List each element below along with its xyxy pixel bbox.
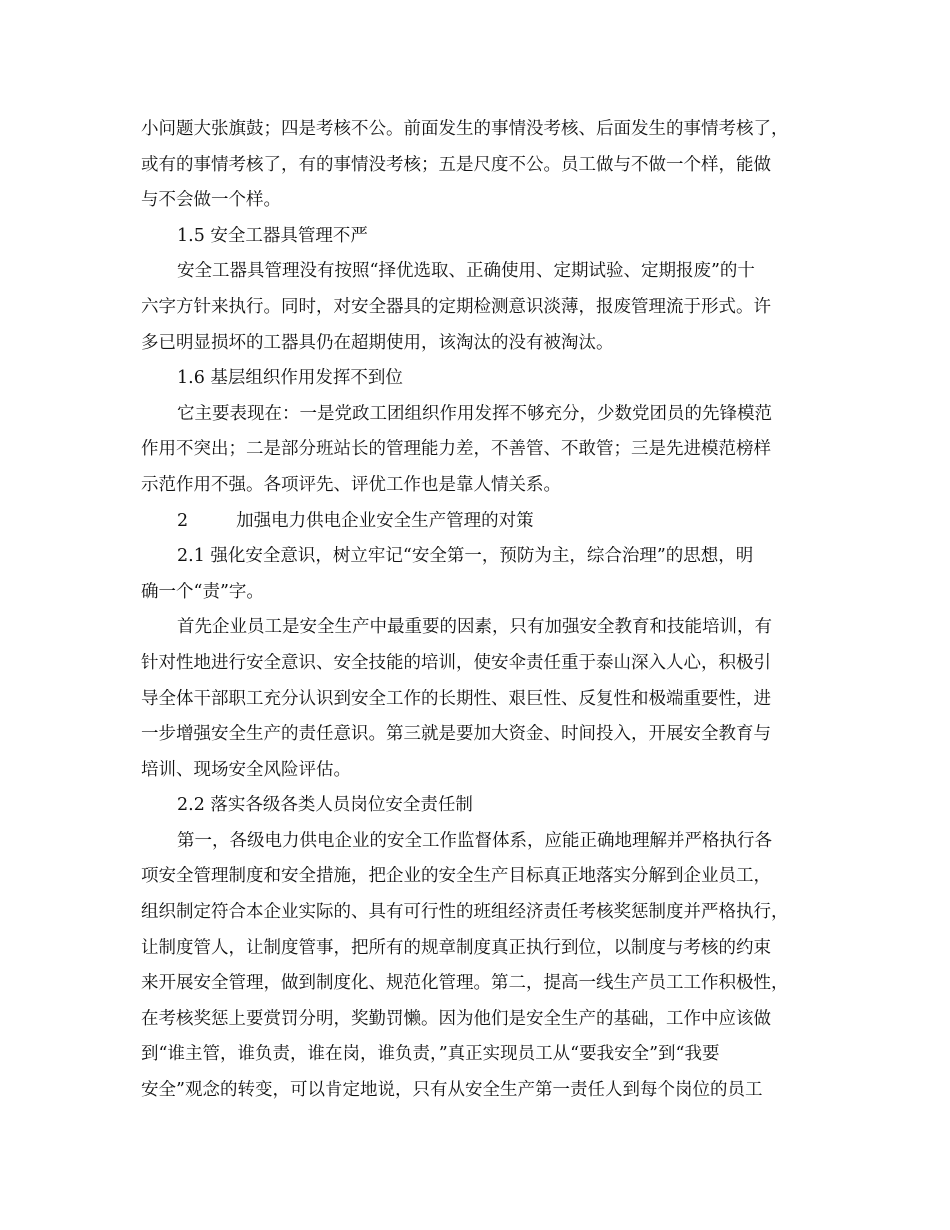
text-line [141,326,809,362]
text-line [141,895,809,931]
text-line [141,717,809,753]
text-line-content: 组织制定符合本企业实际的、具有可行性的班组经济责任考核奖惩制度并严格执行， [141,902,789,923]
section-heading-title: 加强电力供电企业安全生产管理的对策 [236,510,534,531]
text-line-content: 作用不突出；二是部分班站长的管理能力差，不善管、不敢管；三是先进模范榜样 [141,439,771,460]
text-line [141,504,809,540]
text-line [141,610,809,646]
text-line [141,646,809,682]
text-line [141,148,809,184]
text-line-content: 小问题大张旗鼓；四是考核不公。前面发生的事情没考核、后面发生的事情考核了， [141,119,789,139]
text-line [141,432,809,468]
document-body [141,112,809,1109]
text-line-content: 导全体干部职工充分认识到安全工作的长期性、艰巨性、反复性和极端重要性，进 [141,688,771,709]
text-line-content: 针对性地进行安全意识、安全技能的培训，使安伞责任重于泰山深入人心，积极引 [141,652,771,673]
text-line [141,753,809,789]
text-line-content: 2.2 落实各级各类人员岗位安全责任制 [177,795,473,816]
text-line-content: 六字方针来执行。同时，对安全器具的定期检测意识淡薄，报废管理流于形式。许 [141,296,771,317]
text-line [141,290,809,326]
text-line [141,1073,809,1109]
text-line-content: 安全”观念的转变，可以肯定地说，只有从安全生产第一责任人到每个岗位的员工 [141,1080,763,1101]
text-line-content: 安全工器具管理没有按照“择优选取、正确使用、定期试验、定期报废”的十 [177,261,755,282]
text-line-content: 首先企业员工是安全生产中最重要的因素，只有加强安全教育和技能培训，有 [177,617,772,638]
text-line [141,539,809,575]
text-line [141,112,809,148]
text-line-content: 让制度管人，让制度管事，把所有的规章制度真正执行到位，以制度与考核的约束 [141,937,771,958]
text-line [141,788,809,824]
text-line-content: 第一，各级电力供电企业的安全工作监督体系，应能正确地理解并严格执行各 [177,830,772,851]
text-line-content: 2 [177,510,189,531]
text-line [141,575,809,611]
text-line-content: 1.6 基层组织作用发挥不到位 [177,368,403,389]
text-line-content: 一步增强安全生产的责任意识。第三就是要加大资金、时间投入，开展安全教育与 [141,724,771,745]
text-line [141,254,809,290]
text-line [141,1002,809,1038]
text-line-content: 1.5 安全工器具管理不严 [177,225,368,246]
text-line [141,1037,809,1073]
text-line [141,468,809,504]
text-line-content: 多已明显损坏的工器具仍在超期使用，该淘汰的没有被淘汰。 [141,332,614,353]
text-line [141,824,809,860]
text-line-content: 确一个“责”字。 [141,581,264,602]
text-line-content: 或有的事情考核了，有的事情没考核；五是尺度不公。员工做与不做一个样，能做 [141,154,771,175]
text-line [141,361,809,397]
text-line-content: 到“谁主管，谁负责，谁在岗，谁负责，”真正实现员工从“要我安全”到“我要 [141,1044,720,1065]
text-line-content: 它主要表现在：一是党政工团组织作用发挥不够充分，少数党团员的先锋模范 [177,403,772,424]
text-line-content: 示范作用不强。各项评先、评优工作也是靠人情关系。 [141,474,561,495]
text-line-content: 项安全管理制度和安全措施，把企业的安全生产目标真正地落实分解到企业员工， [141,866,771,887]
text-line-content: 2.1 强化安全意识，树立牢记“安全第一，预防为主，综合治理”的思想，明 [177,546,754,567]
text-line-content: 培训、现场安全风险评估。 [141,759,351,780]
text-line [141,219,809,255]
text-line [141,931,809,967]
text-line [141,859,809,895]
text-line [141,682,809,718]
text-line [141,183,809,219]
text-line-content: 来开展安全管理，做到制度化、规范化管理。第二，提高一线生产员工工作积极性， [141,973,789,994]
text-line [141,966,809,1002]
text-line-content: 在考核奖惩上要赏罚分明，奖勤罚懒。因为他们是安全生产的基础，工作中应该做 [141,1008,771,1029]
text-line [141,397,809,433]
text-line-content: 与不会做一个样。 [141,190,281,211]
